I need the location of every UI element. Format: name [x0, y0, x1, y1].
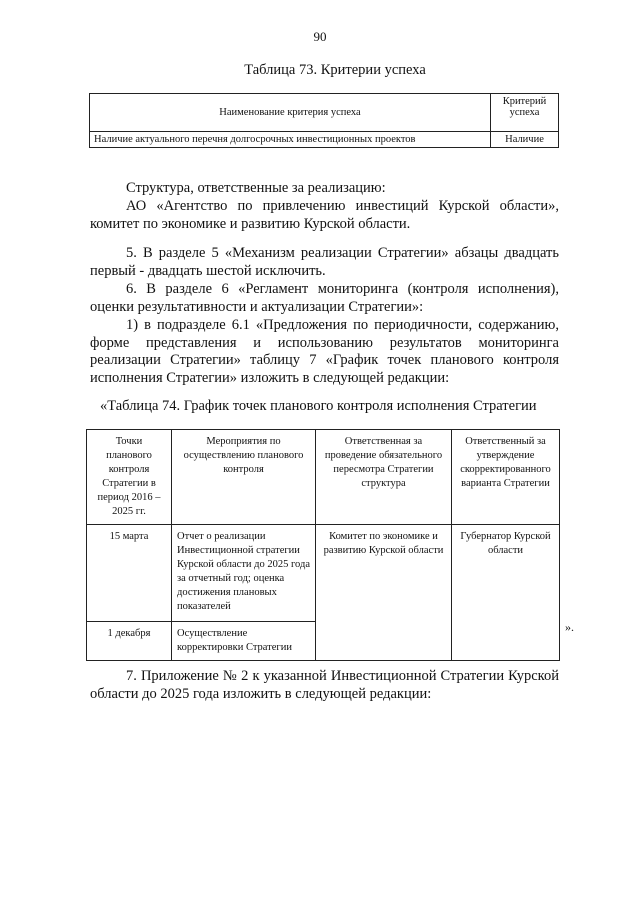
- page-number: 90: [313, 29, 327, 44]
- cell-point: 1 декабря: [87, 622, 172, 661]
- header-control-points: Точки планового контроля Стратегии в период 2016 – 2025 гг.: [87, 430, 172, 525]
- table-row: [90, 132, 559, 148]
- paragraph-item-6: 6. В разделе 6 «Регламент мониторинга (контроля исполнения), оценки результативности и актуализации Стратегии»:: [90, 281, 559, 315]
- table-header-row: [90, 94, 559, 132]
- table-73-title: Таблица 73. Критерии успеха: [244, 62, 426, 78]
- cell-activity: Отчет о реализации Инвестиционной стратегии Курской области до 2025 года за отчетный год; оценка достижения плановых показателей: [172, 525, 316, 622]
- cell-criterion-name: Наличие актуального перечня долгосрочных инвестиционных проектов: [90, 132, 491, 148]
- header-criterion: Критерий успеха: [491, 94, 559, 132]
- header-responsible-structure: Ответственная за проведение обязательного пересмотра Стратегии структура: [316, 430, 452, 525]
- closing-quote: ».: [565, 620, 574, 634]
- paragraph-subitem-1: 1) в подразделе 6.1 «Предложения по периодичности, содержанию, форме представления и использованию результатов мониторинга реализации Стратегии» таблицу 7 «График точек планового контроля исполнения Стратегии» изложить в следующей редакции:: [90, 317, 559, 386]
- cell-responsible-structure: Комитет по экономике и развитию Курской области: [316, 525, 452, 661]
- paragraph-responsible: АО «Агентство по привлечению инвестиций Курской области», комитет по экономике и развитию Курской области.: [90, 198, 559, 232]
- header-criterion-name: Наименование критерия успеха: [90, 94, 491, 132]
- table-74-title: «Таблица 74. График точек планового контроля исполнения Стратегии: [100, 398, 537, 414]
- paragraph-structure: Структура, ответственные за реализацию:: [126, 180, 386, 196]
- header-activities: Мероприятия по осуществлению планового контроля: [172, 430, 316, 525]
- cell-criterion-value: Наличие: [491, 132, 559, 148]
- success-criteria-table: [89, 93, 559, 148]
- cell-point: 15 марта: [87, 525, 172, 622]
- cell-activity: Осуществление корректировки Стратегии: [172, 622, 316, 661]
- header-responsible-approver: Ответственный за утверждение скорректированного варианта Стратегии: [452, 430, 560, 525]
- paragraph-item-5: 5. В разделе 5 «Механизм реализации Стратегии» абзацы двадцать первый - двадцать шестой исключить.: [90, 245, 559, 279]
- cell-responsible-approver: Губернатор Курской области: [452, 525, 560, 661]
- table-header-row: [87, 430, 560, 525]
- table-row: [87, 525, 560, 622]
- control-points-table: [86, 429, 560, 661]
- paragraph-item-7: 7. Приложение № 2 к указанной Инвестиционной Стратегии Курской области до 2025 года изложить в следующей редакции:: [90, 668, 559, 702]
